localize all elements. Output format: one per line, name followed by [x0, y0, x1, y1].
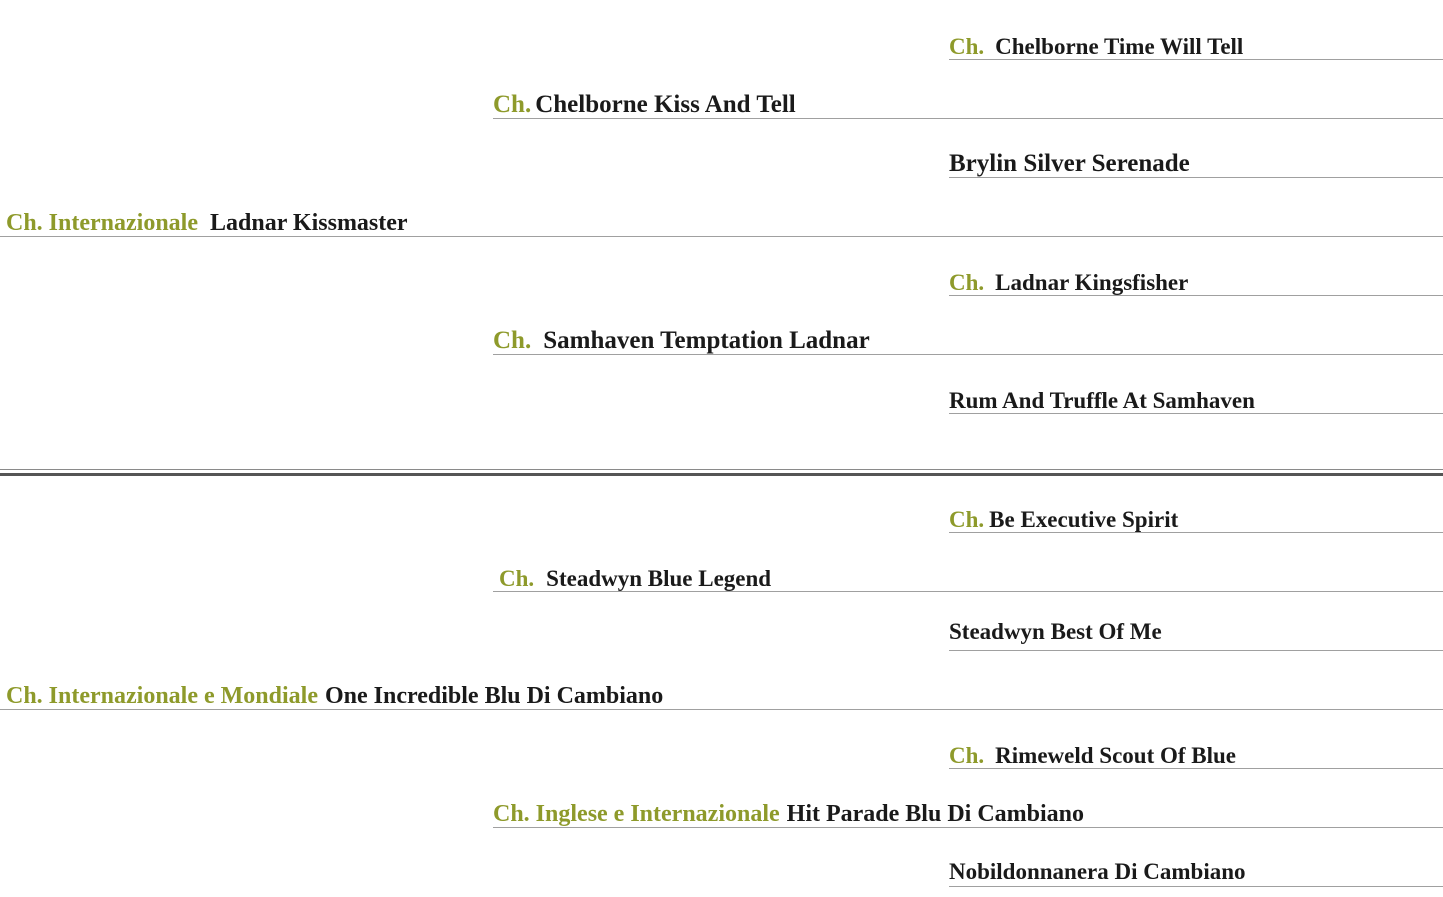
pedigree-dam-sire [493, 552, 1443, 592]
title-label: Ch. Internazionale e Mondiale [6, 683, 318, 709]
title-label: Ch. [949, 270, 985, 295]
pedigree-dam-dam-sire [949, 729, 1443, 769]
pedigree-dam-sire-sire [949, 493, 1443, 533]
pedigree-dam-sire-dam [949, 611, 1443, 651]
pedigree-dam-dam [493, 788, 1443, 828]
dog-name: One Incredible Blu Di Cambiano [325, 683, 664, 709]
pedigree-sire-dam-dam [949, 374, 1443, 414]
dog-name: Steadwyn Blue Legend [546, 566, 772, 591]
dog-name: Rimeweld Scout Of Blue [995, 743, 1237, 768]
title-label: Ch. [949, 507, 985, 532]
dog-name: Rum And Truffle At Samhaven [949, 388, 1255, 413]
dog-name: Chelborne Kiss And Tell [535, 91, 796, 118]
title-label: Ch. [493, 327, 532, 354]
title-label: Ch. Inglese e Internazionale [493, 801, 780, 827]
pedigree-sire [0, 197, 1443, 237]
title-label: Ch. [949, 743, 985, 768]
pedigree-sire-dam [493, 315, 1443, 355]
section-divider [0, 469, 1443, 477]
dog-name: Be Executive Spirit [989, 507, 1179, 532]
dog-name: Nobildonnanera Di Cambiano [949, 859, 1246, 884]
dog-name: Ladnar Kingsfisher [995, 270, 1189, 295]
title-label: Ch. Internazionale [6, 210, 198, 236]
dog-name: Samhaven Temptation Ladnar [543, 327, 870, 354]
pedigree-sire-dam-sire [949, 256, 1443, 296]
pedigree-dam-dam-dam [949, 847, 1443, 887]
dog-name: Ladnar Kissmaster [210, 210, 408, 236]
pedigree-sire-sire-sire [949, 20, 1443, 60]
pedigree-dam [0, 670, 1443, 710]
dog-name: Chelborne Time Will Tell [995, 34, 1244, 59]
pedigree-sire-sire [493, 79, 1443, 119]
title-label: Ch. [949, 34, 985, 59]
dog-name: Hit Parade Blu Di Cambiano [786, 801, 1085, 827]
title-label: Ch. [499, 566, 535, 591]
dog-name: Brylin Silver Serenade [949, 150, 1190, 177]
title-label: Ch. [493, 91, 532, 118]
dog-name: Steadwyn Best Of Me [949, 619, 1162, 644]
pedigree-sire-sire-dam [949, 138, 1443, 178]
